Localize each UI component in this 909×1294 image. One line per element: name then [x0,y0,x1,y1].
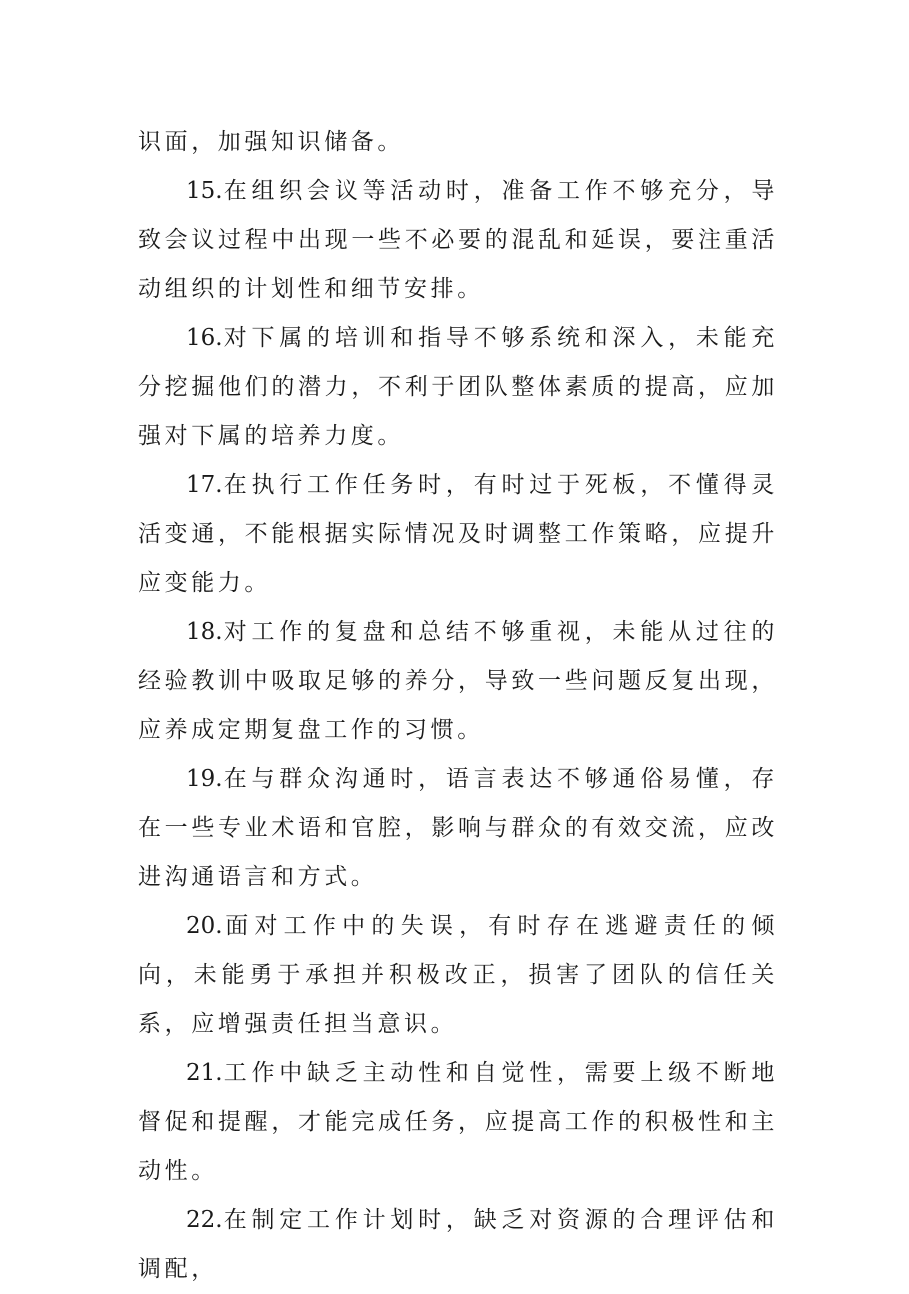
item-number: 15. [186,178,223,204]
paragraph-item-19 [138,755,778,902]
paragraph-item-18 [138,608,778,755]
item-number: 16. [186,325,223,351]
item-number: 21. [186,1060,223,1086]
paragraph-continuation [138,118,778,167]
paragraph-item-21 [138,1049,778,1196]
paragraph-text: 在与群众沟通时，语言表达不够通俗易懂，存在一些专业术语和官腔，影响与群众的有效交流，应改进沟通语言和方式。 [138,766,778,890]
paragraph-item-20 [138,902,778,1049]
item-number: 22. [186,1207,223,1233]
paragraph-text: 对工作的复盘和总结不够重视，未能从过往的经验教训中吸取足够的养分，导致一些问题反复出现，应养成定期复盘工作的习惯。 [138,619,778,743]
paragraph-text: 在制定工作计划时，缺乏对资源的合理评估和调配， [138,1207,778,1282]
paragraph-text: 对下属的培训和指导不够系统和深入，未能充分挖掘他们的潜力，不利于团队整体素质的提高，应加强对下属的培养力度。 [138,325,778,449]
item-number: 20. [186,913,223,939]
paragraph-text: 在组织会议等活动时，准备工作不够充分，导致会议过程中出现一些不必要的混乱和延误，要注重活动组织的计划性和细节安排。 [138,178,778,302]
paragraph-text: 识面，加强知识储备。 [138,129,404,155]
paragraph-item-22 [138,1196,778,1294]
item-number: 18. [186,619,223,645]
paragraph-text: 工作中缺乏主动性和自觉性，需要上级不断地督促和提醒，才能完成任务，应提高工作的积极性和主动性。 [138,1060,778,1184]
paragraph-item-16 [138,314,778,461]
document-body [138,118,778,1294]
paragraph-item-15 [138,167,778,314]
paragraph-item-17 [138,461,778,608]
paragraph-text: 在执行工作任务时，有时过于死板，不懂得灵活变通，不能根据实际情况及时调整工作策略，应提升应变能力。 [138,472,778,596]
item-number: 17. [186,472,223,498]
item-number: 19. [186,766,223,792]
paragraph-text: 面对工作中的失误，有时存在逃避责任的倾向，未能勇于承担并积极改正，损害了团队的信任关系，应增强责任担当意识。 [138,913,778,1037]
